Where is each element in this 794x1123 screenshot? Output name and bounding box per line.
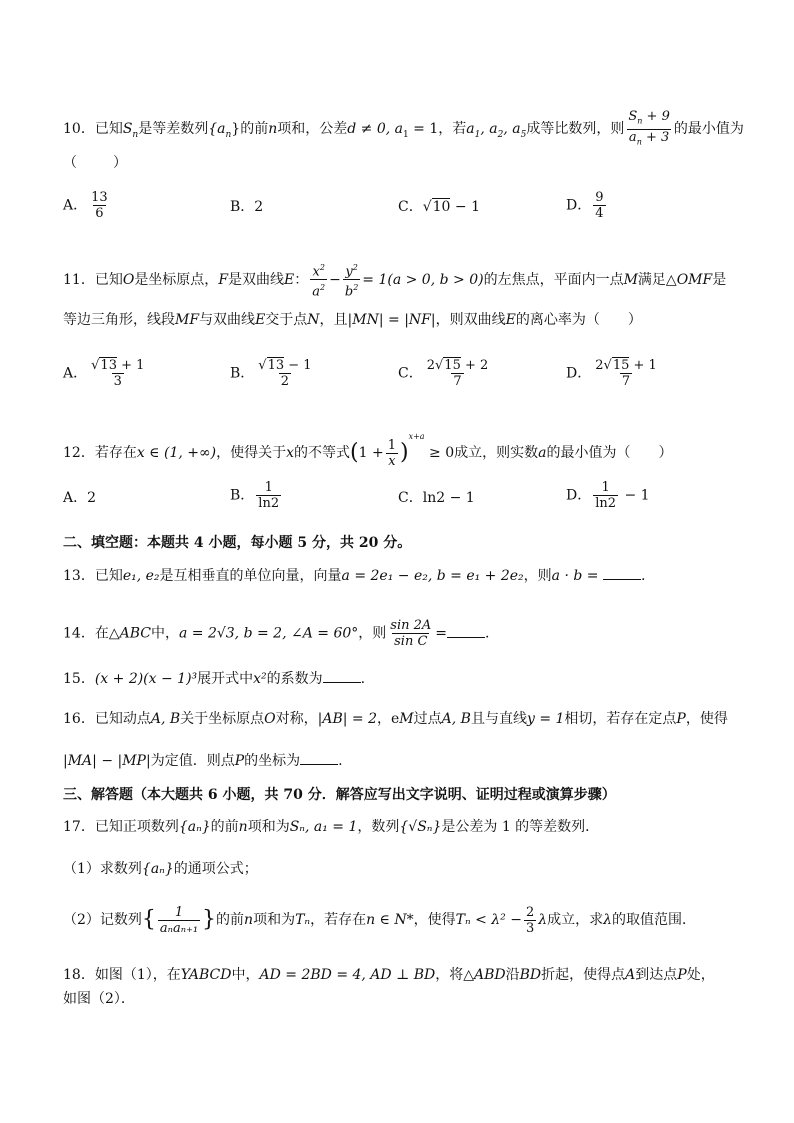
q16-line2: |MA| − |MP|为定值．则点P的坐标为 . xyxy=(63,753,343,769)
q10-option-b: B．2 xyxy=(230,199,264,215)
q14-answer-blank[interactable] xyxy=(447,625,485,638)
q10-text-e: ，若 xyxy=(438,121,467,138)
q10-text-d: 项和，公差 xyxy=(277,121,348,138)
q10-seq: $a_1$, $a_2$, $a_5$ xyxy=(466,121,527,140)
q13-answer-blank[interactable] xyxy=(603,567,641,580)
q10-cond2: = 1 xyxy=(408,121,439,138)
q10-n: n xyxy=(268,121,278,138)
q15-line: 15．(x + 2)(x − 1)³展开式中x²的系数为 . xyxy=(63,671,366,687)
q10-text-c: }的前 xyxy=(231,121,269,138)
q11-line2: 等边三角形，线段MF与双曲线E交于点N，且|MN| = |NF|，则双曲线E的离心率为（ ） xyxy=(63,312,642,328)
q10-an: {a xyxy=(208,121,226,138)
q10-answer-paren: （ ） xyxy=(63,155,127,171)
q10-option-a: A． $\frac{13}{6}$ xyxy=(63,190,108,221)
q15-answer-blank[interactable] xyxy=(323,670,361,683)
q12-line: 12．若存在x ∈ (1, +∞)，使得关于x的不等式(1 + $\frac{1}{x}$ )$^{x+a}$ ≥ 0成立，则实数a的最小值为（ ） xyxy=(63,432,673,469)
q12-option-b: B． $\frac{1}{\ln 2}$ xyxy=(230,480,280,511)
q14-line: 14．在△ABC中，a = 2√3, b = 2, ∠A = 60°，则 $\frac{\sin 2A}{\text{sin C}}$ = . xyxy=(63,618,490,649)
q10-text-f: 成等比数列，则 xyxy=(526,121,625,138)
q11-line1: 11．已知O是坐标原点，F是双曲线E： $\frac{x^2}{a^2}$ − $\frac{y^2}{b^2}$ = 1(a > 0, b > 0)的左焦点，平面内一点M满足△OMF是 xyxy=(63,263,727,300)
q11-option-d: D． $\frac{2√15 + 1}{7}$ xyxy=(566,358,657,389)
q17-part2: （2）记数列{ $\frac{1}{\text{aₙaₙ₊₁}}$ }的前n项和为Tₙ，若存在n ∈ N*，使得Tₙ < λ² − $\frac{2}{3}$ λ成立，求λ的取值范围． xyxy=(63,904,696,936)
q10-option-c: C．√10 − 1 xyxy=(398,199,481,215)
q18-line2: 如图（2）． xyxy=(63,991,135,1007)
q13-line: 13．已知e₁, e₂是互相垂直的单位向量，向量a = 2e₁ − e₂, b = e₁ + 2e₂，则a · b = . xyxy=(63,568,646,584)
q12-option-c: C．ln2 − 1 xyxy=(398,490,475,506)
q10-text-b: 是等差数列 xyxy=(138,121,209,138)
q10-line1: 10．已知$S_n$是等差数列$\{a_n\}$的前n项和，公差d ≠ 0, $a_1 = 1$，若$a_1$, $a_2$, $a_5$成等比数列，则 $\frac{S_n + 9}{a_n + 3}$ 的最小值为 xyxy=(63,109,744,149)
q10-sn: S xyxy=(122,121,133,138)
q10-text: 10．已知 xyxy=(63,121,123,138)
q17-part1: （1）求数列{aₙ}的通项公式； xyxy=(63,861,258,877)
section-3-heading: 三、解答题（本大题共 6 小题，共 70 分．解答应写出文字说明、证明过程或演算步骤） xyxy=(63,787,616,803)
q12-option-d: D． $\frac{1}{\ln 2}$ − 1 xyxy=(566,480,650,511)
q10-text-g: 的最小值为 xyxy=(673,121,744,138)
q11-option-b: B． $\frac{√13 - 1}{2}$ xyxy=(230,358,312,389)
q11-option-c: C． $\frac{2√15 + 2}{7}$ xyxy=(398,358,489,389)
section-2-heading: 二、填空题：本题共 4 小题，每小题 5 分，共 20 分。 xyxy=(63,535,412,551)
q16-answer-blank[interactable] xyxy=(300,752,338,765)
q18-line1: 18．如图（1），在YABCD中，AD = 2BD = 4, AD ⊥ BD，将△ABD沿BD折起，使得点A到达点P处， xyxy=(63,967,715,983)
q10-fraction: $\frac{S_n + 9}{a_n + 3}$ xyxy=(626,109,672,149)
q16-line1: 16．已知动点A, B关于坐标原点O对称，|AB| = 2，eM过点A, B且与直线y = 1相切，若存在定点P，使得 xyxy=(63,711,728,727)
q11-option-a: A． $\frac{√13 + 1}{3}$ xyxy=(63,358,145,389)
q12-option-a: A．2 xyxy=(63,490,97,506)
q17-line: 17．已知正项数列{aₙ}的前n项和为Sₙ, a₁ = 1，数列{√Sₙ}是公差为 1 的等差数列． xyxy=(63,819,600,835)
q10-cond: d ≠ 0, a xyxy=(347,121,403,138)
q10-option-d: D． $\frac{9}{4}$ xyxy=(566,190,604,221)
